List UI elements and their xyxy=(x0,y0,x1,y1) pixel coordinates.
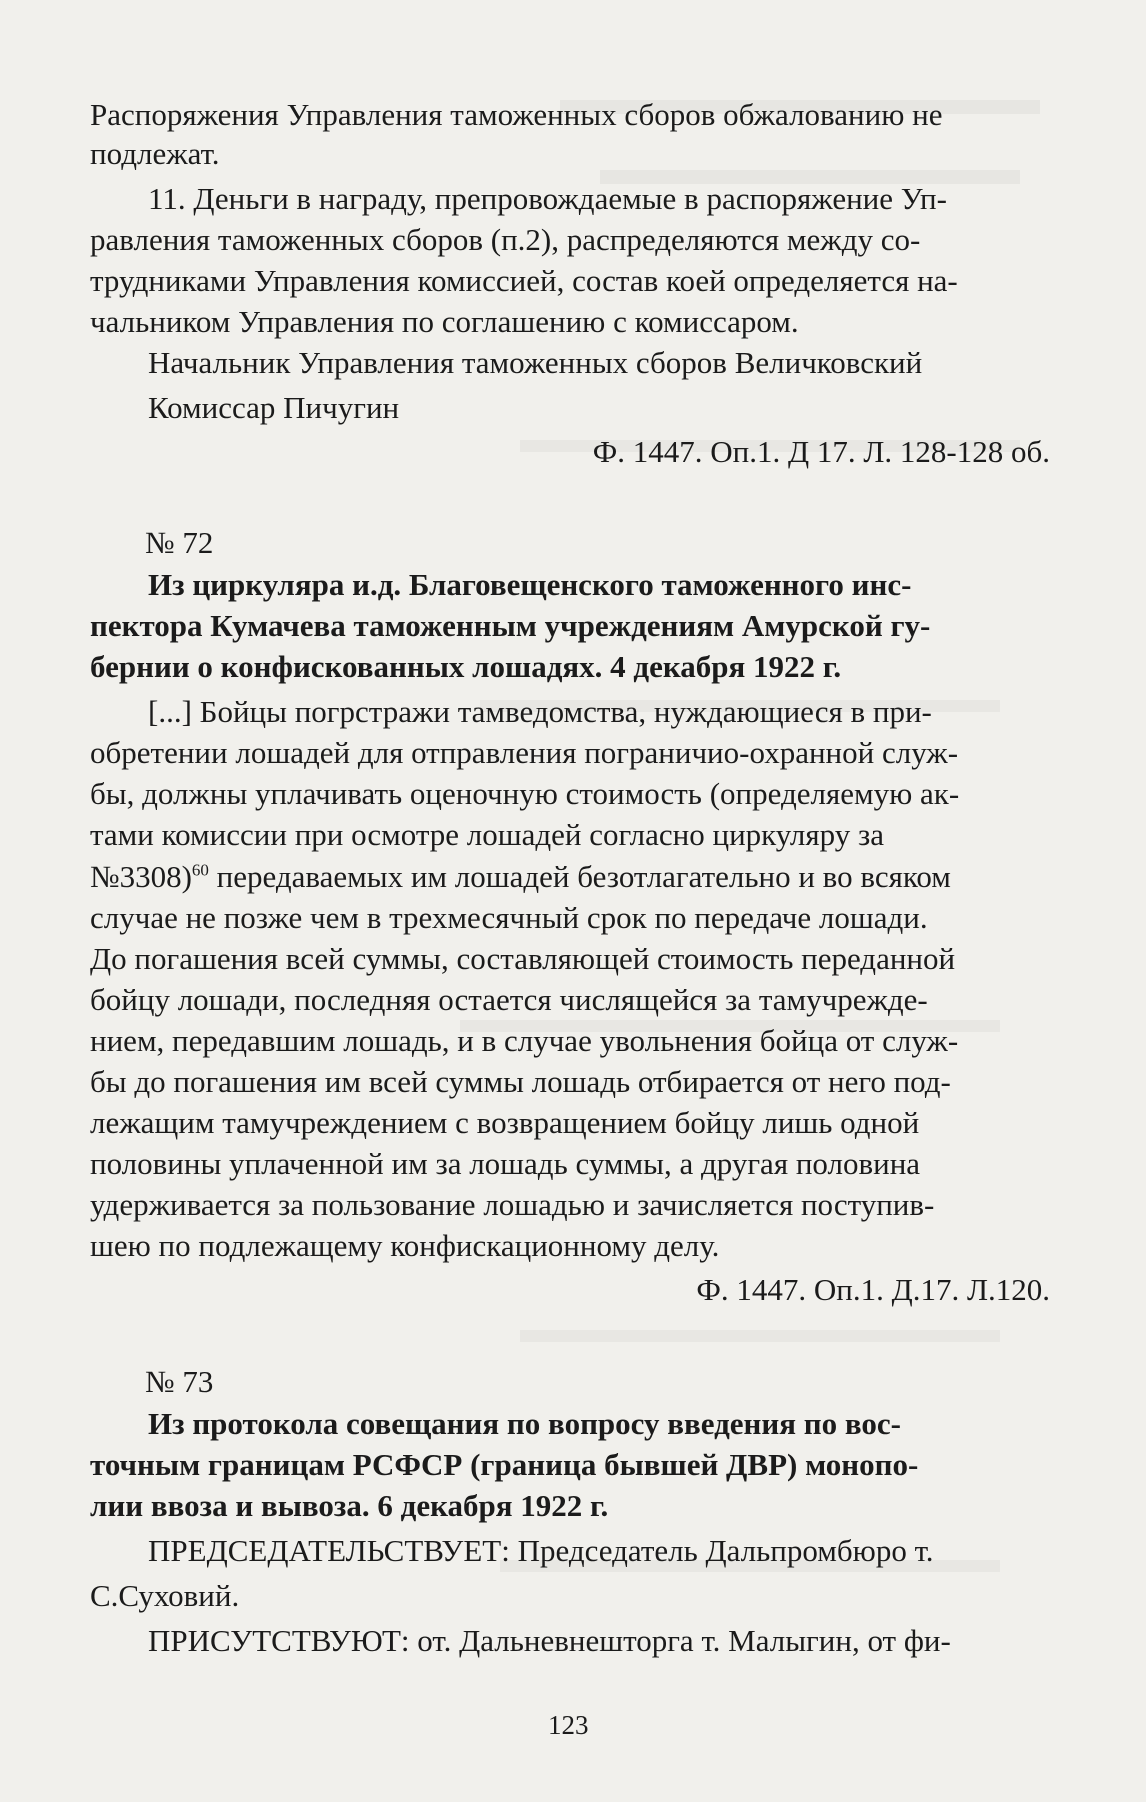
body-line: тами комиссии при осмотре лошадей согласно циркуляру за xyxy=(90,817,885,852)
body-line: бы, должны уплачивать оценочную стоимость (определяемую ак- xyxy=(90,776,960,811)
body-text: передаваемых им лошадей безотлагательно и во всяком xyxy=(208,859,951,894)
archive-reference: Ф. 1447. Оп.1. Д.17. Л.120. xyxy=(696,1272,1050,1307)
archive-reference: Ф. 1447. Оп.1. Д 17. Л. 128-128 об. xyxy=(592,434,1050,469)
body-line: случае не позже чем в трехмесячный срок по передаче лошади. xyxy=(90,900,928,935)
body-line: ПРЕДСЕДАТЕЛЬСТВУЕТ: Председатель Дальпромбюро т. xyxy=(148,1533,934,1568)
body-line: половины уплаченной им за лошадь суммы, а другая половина xyxy=(90,1146,921,1181)
body-line: удерживается за пользование лошадью и зачисляется поступив- xyxy=(90,1187,935,1222)
body-line: нием, передавшим лошадь, и в случае увольнения бойца от служ- xyxy=(90,1023,959,1058)
text-line: Распоряжения Управления таможенных сборов обжалованию не xyxy=(90,97,943,132)
circular-number: №3308) xyxy=(90,859,192,894)
signature-line: Начальник Управления таможенных сборов Величковский xyxy=(148,345,923,380)
document-number: № 72 xyxy=(145,525,214,560)
document-title-line: Из протокола совещания по вопросу введения по вос- xyxy=(148,1406,902,1441)
document-title-line: пектора Кумачева таможенным учреждениям Амурской гу- xyxy=(90,608,931,643)
body-line: ПРИСУТСТВУЮТ: от. Дальневнешторга т. Малыгин, от фи- xyxy=(148,1623,951,1658)
text-line: 11. Деньги в награду, препровождаемые в распоряжение Уп- xyxy=(148,181,947,216)
text-line: равления таможенных сборов (п.2), распределяются между со- xyxy=(90,222,921,257)
body-line: До погашения всей суммы, составляющей стоимость переданной xyxy=(90,941,956,976)
body-line: [...] Бойцы погрстражи тамведомства, нуждающиеся в при- xyxy=(148,694,932,729)
text-line: трудниками Управления комиссией, состав коей определяется на- xyxy=(90,263,958,298)
body-line: шею по подлежащему конфискационному делу. xyxy=(90,1228,720,1263)
document-title-line: точным границам РСФСР (граница бывшей ДВР) монопо- xyxy=(90,1447,919,1482)
document-number: № 73 xyxy=(145,1364,214,1399)
body-line-with-footnote xyxy=(90,858,951,896)
page-number: 123 xyxy=(548,1710,589,1740)
body-line: С.Суховий. xyxy=(90,1578,240,1613)
body-line: обретении лошадей для отправления пограничио-охранной служ- xyxy=(90,735,959,770)
document-title-line: Из циркуляра и.д. Благовещенского таможенного инс- xyxy=(148,567,912,602)
document-title-line: бернии о конфискованных лошадях. 4 декабря 1922 г. xyxy=(90,649,842,684)
text-line: чальником Управления по соглашению с комиссаром. xyxy=(90,304,799,339)
body-line: лежащим тамучреждением с возвращением бойцу лишь одной xyxy=(90,1105,920,1140)
footnote-marker: 60 xyxy=(191,860,209,880)
text-line: подлежат. xyxy=(90,136,220,171)
body-line: бойцу лошади, последняя остается числящейся за тамучрежде- xyxy=(90,982,928,1017)
signature-line: Комиссар Пичугин xyxy=(148,390,400,425)
body-line: бы до погашения им всей суммы лошадь отбирается от него под- xyxy=(90,1064,951,1099)
document-title-line: лии ввоза и вывоза. 6 декабря 1922 г. xyxy=(90,1488,609,1523)
